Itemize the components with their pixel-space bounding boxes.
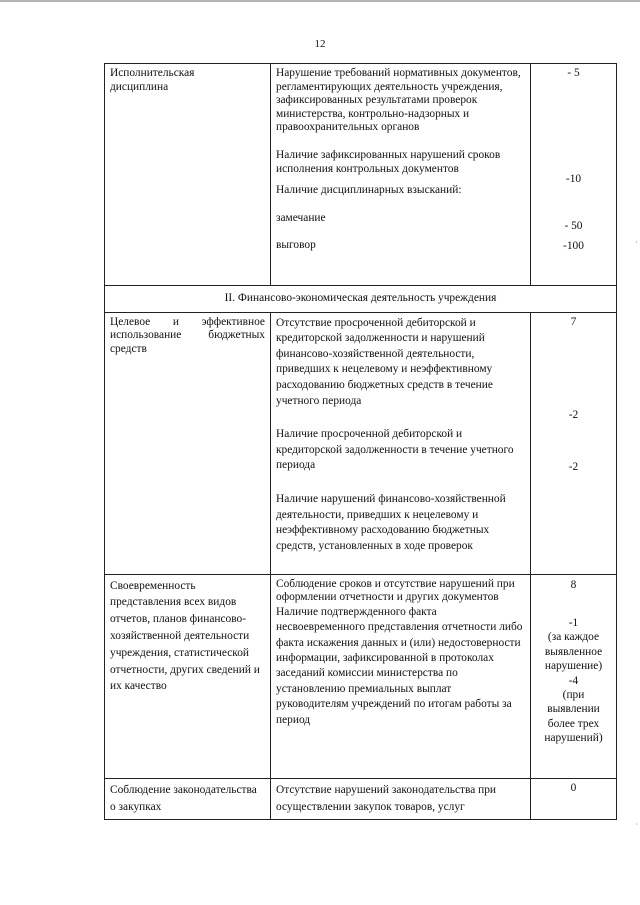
score-value: 0 [570, 781, 577, 794]
indicator-text: Наличие зафиксированных нарушений сроков исполнения контрольных документов [276, 148, 501, 175]
score-value: -100 [563, 239, 584, 252]
criterion-cell [105, 574, 271, 778]
page-number: 12 [314, 38, 326, 50]
score-value: -10 [565, 172, 582, 185]
indicator-text: Нарушение требований нормативных документов, регламентирующих деятельность учреждения, зафиксированных результатами проверок министерства, контрольно-надзорных и правоохранительных органов [276, 67, 521, 134]
indicator-text: выговор [276, 239, 316, 252]
indicator-text: Соблюдение сроков и отсутствие нарушений при оформлении отчетности и других документов [276, 577, 515, 604]
criterion-text: средств [110, 342, 147, 355]
value-cell [531, 312, 617, 574]
score-value: - 5 [567, 67, 580, 79]
table-row [105, 778, 617, 819]
indicator-text: Наличие просроченной дебиторской и кредиторской задолженности в течение учетного периода [276, 428, 514, 472]
indicator-text: Отсутствие нарушений законодательства при осуществлении закупок товаров, услуг [276, 783, 497, 813]
section-heading: II. Финансово-экономическая деятельность учреждения [105, 286, 617, 313]
indicator-cell [271, 64, 531, 286]
criterion-text: использование бюджетных [110, 329, 265, 342]
score-value: -2 [568, 409, 579, 422]
criterion-text: Целевое и эффективное [110, 315, 265, 328]
score-value: - 50 [564, 220, 583, 233]
score-value: -1 [568, 617, 579, 629]
indicator-text: Отсутствие просроченной дебиторской и кредиторской задолженности и нарушений финансово-хозяйственной деятельности, приведших к нецелевому и неэффективному расходованию бюджетных средств в течение учетного периода [276, 316, 493, 407]
value-cell [531, 64, 617, 286]
scan-margin-mark: · [635, 820, 638, 829]
criterion-text: Исполнительская дисциплина [110, 67, 195, 93]
score-note: (при выявлении более трех нарушений) [544, 689, 603, 745]
criterion-cell [105, 312, 271, 574]
criterion-text: Своевременность представления всех видов отчетов, планов финансово-хозяйственной деятельности учреждения, статистической отчетности, других сведений и их качество [110, 579, 260, 693]
indicator-cell [271, 312, 531, 574]
indicator-text: замечание [276, 211, 326, 224]
criterion-text: Соблюдение законодательства о закупках [110, 783, 257, 813]
indicator-text: Наличие подтвержденного факта несвоевременного представления отчетности либо факта искажения данных и (или) недостоверности информации, зафиксированной в протоколах заседаний комиссии министерства по установлению премиальных выплат руководителям учреждений по итогам работы за период [276, 605, 523, 726]
score-note: (за каждое выявленное нарушение) [544, 631, 603, 673]
criterion-cell [105, 778, 271, 819]
score-value: 8 [570, 578, 577, 591]
section-row [105, 286, 617, 313]
table-row [105, 312, 617, 574]
table-row [105, 574, 617, 778]
indicator-text: Наличие дисциплинарных взысканий: [276, 184, 462, 197]
table-row [105, 64, 617, 286]
value-cell [531, 778, 617, 819]
score-value: -2 [568, 460, 579, 473]
value-cell [531, 574, 617, 778]
scan-top-edge [0, 0, 640, 2]
score-value: -4 [568, 674, 579, 687]
criteria-table [104, 63, 617, 820]
indicator-cell [271, 574, 531, 778]
criterion-cell [105, 64, 271, 286]
scan-margin-mark: · [635, 238, 638, 247]
score-value: 7 [570, 315, 577, 328]
indicator-text: Наличие нарушений финансово-хозяйственной деятельности, приведших к нецелевому и неэффективному расходованию бюджетных средств, установленных в ходе проверок [276, 492, 506, 552]
indicator-cell [271, 778, 531, 819]
